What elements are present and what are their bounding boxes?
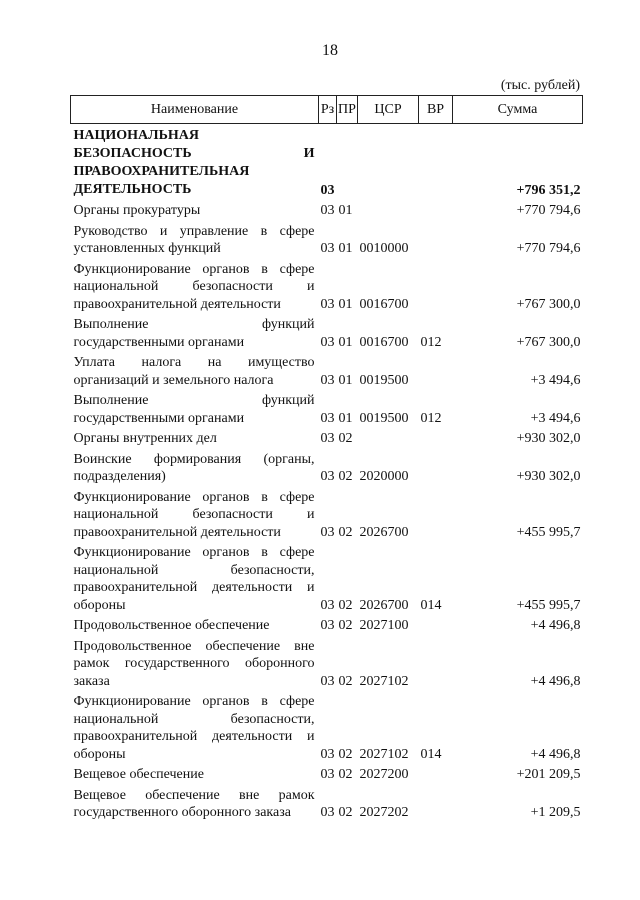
cell-vr: 012 [420, 410, 442, 426]
cell-sum: +4 496,8 [530, 746, 581, 762]
table-row [71, 258, 583, 314]
cell-pr: 02 [338, 746, 353, 762]
cell-rz: 03 [320, 203, 335, 218]
cell-rz: 03 [320, 767, 335, 782]
table-row [71, 763, 583, 784]
cell-csr: 0016700 [359, 334, 409, 350]
cell-vr [419, 784, 453, 822]
table-header [71, 96, 583, 124]
table-row [71, 427, 583, 448]
cell-csr: 0019500 [359, 410, 409, 426]
cell-rz: 03 [320, 746, 335, 762]
cell-sum: +455 995,7 [516, 597, 581, 613]
cell-csr: 0010000 [359, 241, 409, 256]
cell-sum: +770 794,6 [516, 241, 581, 256]
cell-pr: 02 [338, 805, 353, 820]
cell-rz: 03 [320, 334, 335, 350]
cell-pr: 01 [338, 241, 353, 256]
cell-csr [358, 199, 419, 220]
cell-vr [419, 427, 453, 448]
table-row [71, 351, 583, 389]
header-vr: ВР [419, 96, 453, 124]
table-row [71, 448, 583, 486]
cell-name: Продовольственное обеспечение [73, 618, 270, 633]
cell-name: Органы прокуратуры [73, 203, 201, 218]
table-row [71, 220, 583, 258]
cell-name: Функционирование органов в сфере национальной безопасности и правоохранительной деятельности [73, 489, 315, 540]
cell-csr: 2027202 [359, 805, 409, 820]
page-number: 18 [322, 42, 338, 59]
cell-csr: 0016700 [359, 296, 409, 312]
table-row [71, 199, 583, 220]
cell-rz: 03 [320, 597, 335, 613]
cell-pr: 02 [338, 431, 353, 446]
cell-csr [358, 124, 419, 200]
cell-pr [337, 124, 358, 200]
cell-rz: 03 [320, 673, 335, 689]
cell-sum: +1 209,5 [530, 805, 581, 820]
cell-name: Функционирование органов в сфере национальной безопасности и правоохранительной деятельности [73, 261, 315, 312]
cell-csr: 2027200 [359, 767, 409, 782]
cell-sum: +3 494,6 [530, 372, 581, 388]
cell-pr: 02 [338, 597, 353, 613]
cell-name: НАЦИОНАЛЬНАЯ БЕЗОПАСНОСТЬ И ПРАВООХРАНИТЕЛЬНАЯ ДЕЯТЕЛЬНОСТЬ [73, 128, 315, 197]
cell-vr [419, 199, 453, 220]
cell-sum: +767 300,0 [516, 334, 581, 350]
cell-sum: +770 794,6 [516, 203, 581, 218]
cell-vr [419, 124, 453, 200]
cell-name: Функционирование органов в сфере национальной безопасности, правоохранительной деятельности и обороны [73, 545, 315, 613]
cell-name: Выполнение функций государственными органами [73, 317, 315, 350]
cell-rz: 03 [320, 410, 335, 426]
cell-rz: 03 [320, 618, 335, 633]
cell-vr: 014 [420, 746, 442, 762]
cell-sum: +930 302,0 [516, 431, 581, 446]
table-row [71, 486, 583, 542]
cell-vr [419, 763, 453, 784]
cell-name: Вещевое обеспечение вне рамок государственного оборонного заказа [73, 787, 315, 820]
cell-name: Вещевое обеспечение [73, 767, 204, 782]
cell-vr [419, 635, 453, 691]
cell-sum: +4 496,8 [530, 673, 581, 689]
cell-pr: 01 [338, 296, 353, 312]
cell-sum: +4 496,8 [530, 618, 581, 633]
cell-rz: 03 [320, 469, 335, 484]
cell-vr [419, 486, 453, 542]
table-row [71, 784, 583, 822]
cell-vr [419, 220, 453, 258]
cell-csr: 0019500 [359, 372, 409, 388]
cell-pr: 01 [338, 334, 353, 350]
budget-table [70, 95, 583, 822]
cell-pr: 01 [338, 372, 353, 388]
cell-rz: 03 [320, 524, 335, 540]
cell-sum: +455 995,7 [516, 524, 581, 540]
header-sum: Сумма [453, 96, 583, 124]
cell-sum: +767 300,0 [516, 296, 581, 312]
cell-rz: 03 [320, 805, 335, 820]
table-row [71, 614, 583, 635]
cell-name: Функционирование органов в сфере национальной безопасности, правоохранительной деятельности и обороны [73, 694, 315, 762]
cell-csr [358, 427, 419, 448]
cell-rz: 03 [320, 241, 335, 256]
table-row [71, 124, 583, 200]
header-rz: Рз [319, 96, 337, 124]
cell-pr: 02 [338, 469, 353, 484]
table-row [71, 389, 583, 427]
cell-pr: 02 [338, 767, 353, 782]
cell-vr [419, 258, 453, 314]
cell-vr [419, 351, 453, 389]
cell-name: Воинские формирования (органы, подразделения) [73, 451, 315, 484]
cell-sum: +796 351,2 [516, 182, 581, 198]
cell-pr: 02 [338, 618, 353, 633]
cell-vr: 012 [420, 334, 442, 350]
cell-pr: 02 [338, 524, 353, 540]
cell-sum: +930 302,0 [516, 469, 581, 484]
table-row [71, 541, 583, 614]
cell-pr: 01 [338, 203, 353, 218]
cell-rz: 03 [320, 296, 335, 312]
header-name: Наименование [71, 96, 319, 124]
cell-pr: 02 [338, 673, 353, 689]
cell-name: Руководство и управление в сфере установленных функций [73, 223, 315, 256]
cell-sum: +3 494,6 [530, 410, 581, 426]
cell-csr: 2020000 [359, 469, 409, 484]
cell-name: Органы внутренних дел [73, 431, 217, 446]
cell-rz: 03 [320, 431, 335, 446]
cell-csr: 2026700 [359, 597, 409, 613]
cell-pr: 01 [338, 410, 353, 426]
header-csr: ЦСР [358, 96, 419, 124]
cell-name: Выполнение функций государственными органами [73, 393, 315, 426]
cell-csr: 2027100 [359, 618, 409, 633]
table-row [71, 690, 583, 763]
cell-csr: 2026700 [359, 524, 409, 540]
cell-csr: 2027102 [359, 746, 409, 762]
cell-name: Продовольственное обеспечение вне рамок государственного оборонного заказа [73, 638, 315, 689]
units-label: (тыс. рублей) [500, 78, 580, 93]
cell-vr [419, 448, 453, 486]
table-row [71, 635, 583, 691]
cell-rz: 03 [320, 182, 335, 198]
cell-csr: 2027102 [359, 673, 409, 689]
table-row [71, 313, 583, 351]
cell-rz: 03 [320, 372, 335, 388]
header-pr: ПР [337, 96, 358, 124]
cell-name: Уплата налога на имущество организаций и земельного налога [73, 355, 315, 388]
cell-vr: 014 [420, 597, 442, 613]
cell-sum: +201 209,5 [516, 767, 581, 782]
cell-vr [419, 614, 453, 635]
